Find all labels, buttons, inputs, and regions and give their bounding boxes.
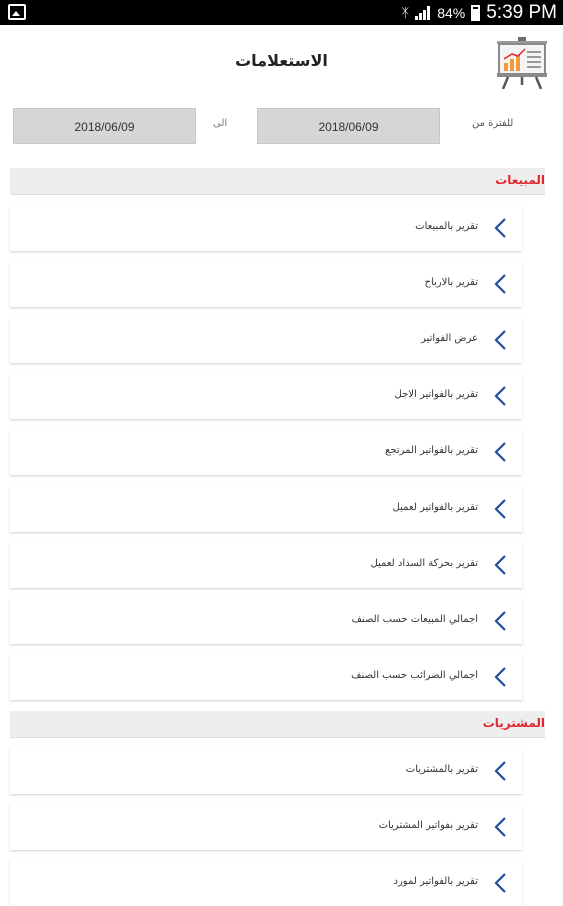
bluetooth-icon: ᛡ: [401, 5, 410, 20]
chevron-left-icon: [492, 816, 508, 838]
chevron-left-icon: [492, 610, 508, 632]
to-label: الى: [213, 118, 228, 129]
chevron-left-icon: [492, 385, 508, 407]
chevron-left-icon: [492, 273, 508, 295]
page-title: الاستعلامات: [235, 51, 328, 70]
list-item[interactable]: [10, 373, 522, 419]
section-header-sales: [10, 168, 545, 195]
chevron-left-icon: [492, 666, 508, 688]
list-item[interactable]: [10, 598, 522, 644]
list-item-label: تقرير بالمشتريات: [405, 764, 478, 775]
from-label: للفترة من: [472, 118, 514, 129]
chevron-left-icon: [492, 554, 508, 576]
section-title: المشتريات: [482, 716, 545, 730]
list-item-label: تقرير بالفواتير لمورد: [393, 876, 478, 887]
list-item[interactable]: [10, 429, 522, 475]
list-item-label: اجمالي المبيعات حسب الصنف: [351, 614, 478, 625]
chevron-left-icon: [492, 760, 508, 782]
chevron-left-icon: [492, 498, 508, 520]
list-item[interactable]: [10, 205, 522, 251]
list-item[interactable]: [10, 804, 522, 850]
list-item[interactable]: [10, 860, 522, 906]
list-item[interactable]: [10, 261, 522, 307]
status-icons: [401, 2, 557, 23]
section-title: المبيعات: [495, 173, 545, 187]
list-item-label: تقرير بالفواتير الاجل: [394, 389, 478, 400]
list-item-label: تقرير بالفواتير لعميل: [392, 502, 478, 513]
chevron-left-icon: [492, 329, 508, 351]
from-date-field[interactable]: 2018/06/09: [257, 108, 440, 144]
list-item[interactable]: [10, 317, 522, 363]
chevron-left-icon: [492, 217, 508, 239]
gallery-icon: [8, 4, 26, 20]
list-item[interactable]: [10, 748, 522, 794]
status-bar: [0, 0, 563, 25]
chevron-left-icon: [492, 872, 508, 894]
list-item[interactable]: [10, 542, 522, 588]
battery-icon: [471, 5, 480, 21]
list-item-label: تقرير بالمبيعات: [415, 221, 478, 232]
app-header: [0, 25, 563, 105]
date-range-row: [0, 108, 563, 146]
battery-percent: 84%: [437, 4, 466, 21]
presentation-board-icon: [494, 37, 550, 89]
to-date-field[interactable]: 2018/06/09: [13, 108, 196, 144]
list-item[interactable]: [10, 486, 522, 532]
list-item-label: تقرير بفواتير المشتريات: [378, 820, 478, 831]
section-header-purchases: [10, 711, 545, 738]
chevron-left-icon: [492, 441, 508, 463]
clock: 5:39 PM: [486, 1, 557, 23]
list-item[interactable]: [10, 654, 522, 700]
list-item-label: عرض الفواتير: [421, 333, 478, 344]
list-item-label: اجمالي الضرائب حسب الصنف: [351, 670, 478, 681]
list-item-label: تقرير بالفواتير المرتجع: [385, 445, 478, 456]
signal-icon: [415, 6, 431, 20]
list-item-label: تقرير بالارباح: [424, 277, 478, 288]
list-item-label: تقرير بحركة السداد لعميل: [370, 558, 478, 569]
